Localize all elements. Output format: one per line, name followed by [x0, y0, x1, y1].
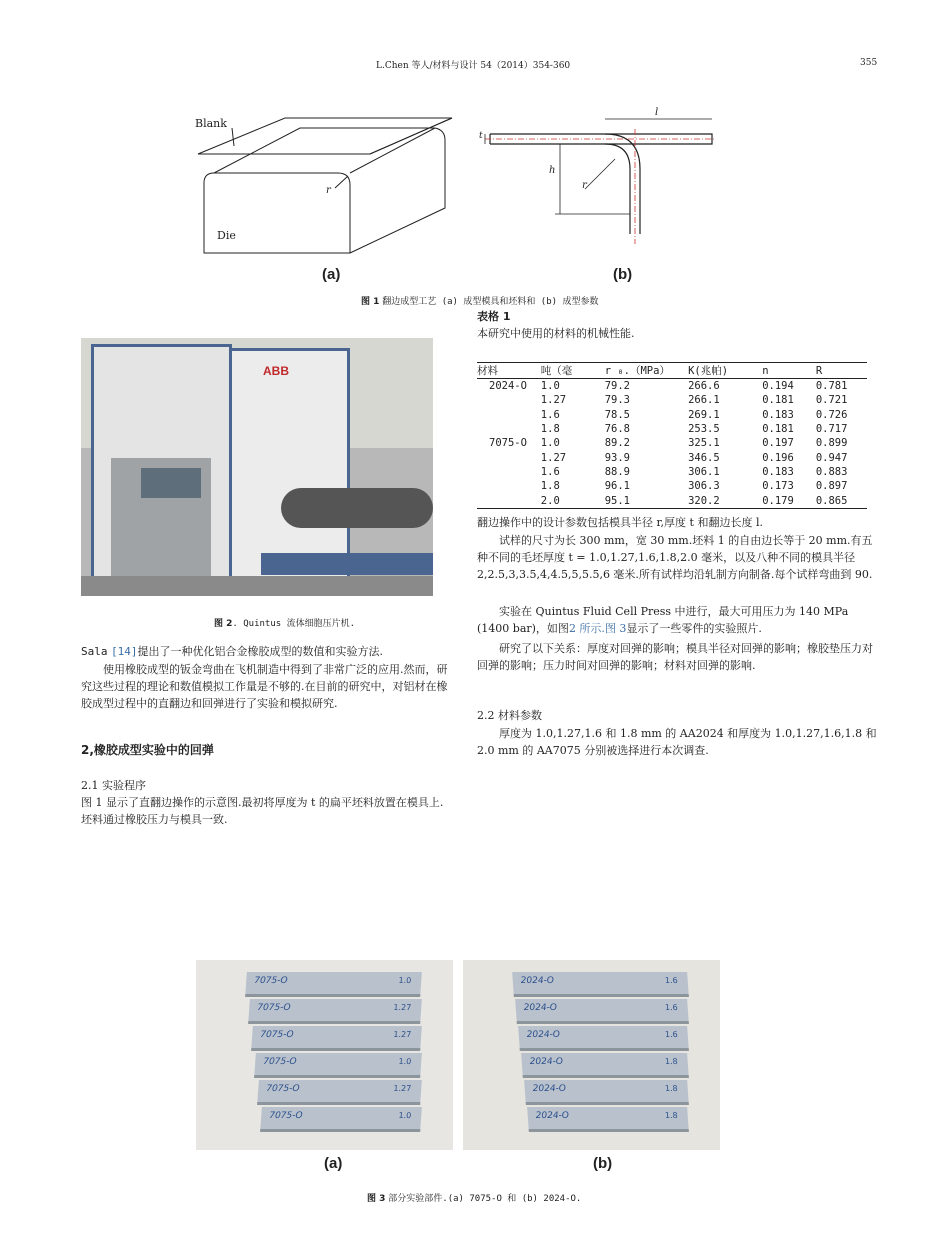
- figure-1-caption: 图 1 翻边成型工艺 (a) 成型模具和坯料和 (b) 成型参数: [361, 297, 599, 307]
- specimen-thickness: 1.0: [398, 1111, 412, 1120]
- table-cell: 1.0: [540, 437, 560, 450]
- specimen-part: [254, 1053, 422, 1078]
- page-number: 355: [860, 58, 878, 68]
- table-cell: 266.6: [688, 380, 720, 393]
- figure-3b-label: (b): [593, 1155, 613, 1172]
- column-header: R: [816, 363, 867, 379]
- specimen-part: [512, 972, 689, 997]
- column-header: r ₀.（MPa）: [605, 363, 688, 379]
- table-row: [477, 450, 867, 464]
- table-cell: 1.27: [540, 451, 567, 464]
- dim-t-label: t: [479, 131, 483, 141]
- table-cell: 1.8: [540, 480, 560, 493]
- table-cell: 0.173: [762, 480, 794, 493]
- figure-3b-photo: [463, 960, 720, 1150]
- table-cell: 269.1: [688, 408, 720, 421]
- table-cell: 0.183: [762, 408, 794, 421]
- table-cell: 2024-O: [489, 380, 527, 393]
- specimen-label: 2024-O: [532, 1084, 567, 1094]
- table-1-title: 表格 1: [477, 310, 511, 323]
- radius-label: r: [326, 185, 331, 196]
- table-cell: 0.196: [762, 451, 794, 464]
- table-row: [477, 465, 867, 479]
- column-header: 吨（毫: [541, 363, 605, 379]
- table-cell: 0.947: [815, 451, 848, 464]
- specimen-thickness: 1.0: [398, 1057, 412, 1066]
- specimen-thickness: 1.6: [664, 976, 679, 985]
- experiment-paragraph: 实验在 Quintus Fluid Cell Press 中进行，最大可用压力为 140 MPa (1400 bar)，如图2 所示.图 3显示了一些零件的实验照片.: [477, 605, 849, 635]
- table-cell: 0.865: [815, 494, 848, 507]
- column-header: n: [762, 363, 816, 379]
- table-cell: 0.194: [762, 380, 794, 393]
- dim-r-label: r: [582, 180, 587, 191]
- specimen-label: 7075-O: [268, 1111, 303, 1121]
- section-2-2-heading: 2.2 材料参数: [477, 709, 542, 722]
- specimen-thickness: 1.8: [664, 1084, 679, 1093]
- table-cell: 306.1: [688, 465, 720, 478]
- reference-14-link[interactable]: [14]: [111, 645, 138, 658]
- table-cell: 0.899: [815, 437, 848, 450]
- specimen-part: [260, 1107, 422, 1132]
- table-cell: 266.1: [688, 394, 720, 407]
- relations-paragraph: 研究了以下关系：厚度对回弹的影响；模具半径对回弹的影响；橡胶垫压力对回弹的影响；压力时间对回弹的影响；材料对回弹的影响.: [477, 642, 873, 672]
- specimen-label: 2024-O: [520, 976, 555, 986]
- table-cell: [477, 493, 541, 508]
- figure-3-link[interactable]: 图 3: [604, 622, 627, 635]
- table-cell: 0.726: [815, 408, 848, 421]
- sala-paragraph: Sala [14]提出了一种优化铝合金橡胶成型的数值和实验方法.: [81, 645, 383, 658]
- figure-2-photo: [81, 338, 433, 596]
- specimen-label: 7075-O: [256, 1003, 291, 1013]
- table-cell: 0.883: [815, 465, 848, 478]
- specimen-thickness: 1.0: [398, 976, 412, 985]
- specimen-label: 2024-O: [523, 1003, 558, 1013]
- figure-3-caption: 图 3 部分实验部件.(a) 7075-O 和 (b) 2024-O.: [367, 1194, 582, 1204]
- specimen-thickness: 1.8: [664, 1057, 679, 1066]
- table-cell: [477, 465, 541, 479]
- table-cell: 1.6: [540, 465, 560, 478]
- figure-2-caption: 图 2. Quintus 流体细胞压片机.: [214, 619, 356, 629]
- table-cell: 0.717: [815, 423, 848, 436]
- table-cell: 79.3: [604, 394, 630, 407]
- specimen-label: 7075-O: [262, 1057, 297, 1067]
- table-cell: 325.1: [688, 437, 720, 450]
- figure-1b-parameter-diagram: [475, 104, 725, 254]
- specimen-part: [524, 1080, 689, 1105]
- figure-1b-label: (b): [613, 266, 633, 283]
- specimen-thickness: 1.27: [393, 1003, 412, 1012]
- specimen-part: [518, 1026, 689, 1051]
- table-cell: 1.6: [540, 408, 560, 421]
- table-row: [477, 393, 867, 407]
- specimen-part: [248, 999, 422, 1024]
- table-cell: 76.8: [604, 423, 630, 436]
- specimen-label: 2024-O: [535, 1111, 570, 1121]
- material-params-paragraph: 厚度为 1.0,1.27,1.6 和 1.8 mm 的 AA2024 和厚度为 1.0,1.27,1.6,1.8 和 2.0 mm 的 AA7075 分别被选择进行本次调查.: [477, 727, 877, 757]
- table-cell: 0.179: [762, 494, 794, 507]
- table-header-row: [477, 363, 867, 379]
- specimen-thickness: 1.27: [393, 1030, 412, 1039]
- die-label: Die: [217, 229, 236, 242]
- figure-3a-label: (a): [324, 1155, 343, 1172]
- dim-l-label: l: [655, 107, 659, 118]
- table-cell: 78.5: [604, 408, 630, 421]
- dim-h-label: h: [549, 165, 556, 176]
- table-cell: 2.0: [540, 494, 560, 507]
- table-row: [477, 408, 867, 422]
- table-row: [477, 479, 867, 493]
- figure-2-link[interactable]: 2 所示.: [568, 622, 605, 635]
- table-cell: 89.2: [604, 437, 630, 450]
- specimen-label: 2024-O: [529, 1057, 564, 1067]
- table-row: [477, 493, 867, 508]
- table-cell: 0.781: [815, 380, 848, 393]
- table-cell: 0.721: [815, 394, 848, 407]
- specimen-thickness: 1.6: [664, 1003, 679, 1012]
- specimen-label: 7075-O: [253, 976, 288, 986]
- materials-table: [477, 362, 867, 509]
- specimen-part: [245, 972, 422, 997]
- table-cell: 0.197: [762, 437, 794, 450]
- table-cell: 93.9: [604, 451, 630, 464]
- design-params-paragraph: 翻边操作中的设计参数包括模具半径 r,厚度 t 和翻边长度 l.: [477, 516, 763, 529]
- figure-1a-label: (a): [322, 266, 341, 283]
- abb-logo: ABB: [263, 364, 289, 378]
- table-cell: [477, 450, 541, 464]
- running-header: L.Chen 等人/材料与设计 54（2014）354-360: [376, 61, 571, 71]
- table-cell: [477, 393, 541, 407]
- table-cell: [477, 422, 541, 436]
- specimen-thickness: 1.27: [393, 1084, 412, 1093]
- specimen-paragraph: 试样的尺寸为长 300 mm，宽 30 mm.坯料 1 的自由边长等于 20 mm.有五种不同的毛坯厚度 t = 1.0,1.27,1.6,1.8,2.0 毫米，以及八种不同的模具半径 2,2.5,3,3.5,4,4.5,5,5.5,6 毫米.所有试样均沿轧制方向制备.每个试样弯曲到 90.: [477, 534, 873, 581]
- table-cell: 79.2: [604, 380, 630, 393]
- table-row: [477, 436, 867, 450]
- table-cell: 96.1: [604, 480, 630, 493]
- specimen-thickness: 1.8: [664, 1111, 679, 1120]
- table-cell: 346.5: [688, 451, 720, 464]
- table-cell: 0.897: [815, 480, 848, 493]
- specimen-part: [515, 999, 689, 1024]
- specimen-part: [251, 1026, 422, 1051]
- table-cell: 95.1: [604, 494, 630, 507]
- specimen-thickness: 1.6: [664, 1030, 679, 1039]
- specimen-part: [527, 1107, 689, 1132]
- table-body: [477, 379, 867, 509]
- table-cell: 7075-O: [489, 437, 527, 450]
- table-cell: 88.9: [604, 465, 630, 478]
- table-cell: 0.181: [762, 394, 794, 407]
- specimen-part: [257, 1080, 422, 1105]
- specimen-part: [521, 1053, 689, 1078]
- specimen-label: 2024-O: [526, 1030, 561, 1040]
- table-cell: 320.2: [688, 494, 720, 507]
- table-cell: [477, 479, 541, 493]
- table-cell: 306.3: [688, 480, 720, 493]
- table-cell: [477, 408, 541, 422]
- specimen-label: 7075-O: [265, 1084, 300, 1094]
- column-header: 材料: [477, 363, 541, 379]
- table-cell: 0.181: [762, 423, 794, 436]
- table-cell: 253.5: [688, 423, 720, 436]
- table-row: [477, 379, 867, 394]
- intro-paragraph: 使用橡胶成型的钣金弯曲在飞机制造中得到了非常广泛的应用.然而，研究这些过程的理论和数值模拟工作量是不够的.在目前的研究中，对铝材在橡胶成型过程中的直翻边和回弹进行了实验和模拟研究.: [81, 663, 448, 710]
- procedure-paragraph: 图 1 显示了直翻边操作的示意图.最初将厚度为 t 的扁平坯料放置在模具上.坯料通过橡胶压力与模具一致.: [81, 796, 444, 826]
- figure-3a-photo: [196, 960, 453, 1150]
- table-1-description: 本研究中使用的材料的机械性能.: [477, 327, 635, 340]
- table-row: [477, 422, 867, 436]
- section-2-heading: 2,橡胶成型实验中的回弹: [81, 743, 214, 757]
- table-cell: 1.27: [540, 394, 567, 407]
- specimen-label: 7075-O: [259, 1030, 294, 1040]
- section-2-1-heading: 2.1 实验程序: [81, 779, 146, 792]
- blank-label: Blank: [195, 117, 227, 130]
- table-cell: 1.8: [540, 423, 560, 436]
- table-cell: 0.183: [762, 465, 794, 478]
- column-header: K(兆帕): [688, 363, 762, 379]
- table-cell: 1.0: [540, 380, 560, 393]
